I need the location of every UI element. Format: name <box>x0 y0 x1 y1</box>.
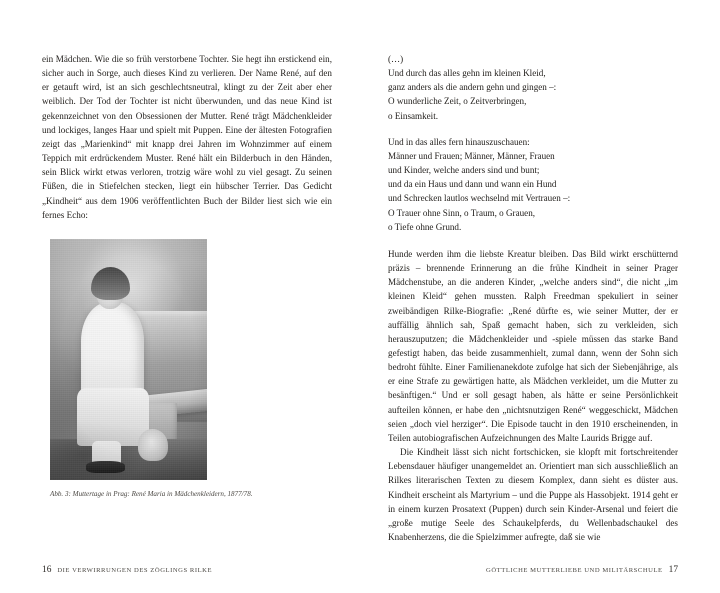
page-number-right: 17 <box>668 565 678 575</box>
poem-line: o Einsamkeit. <box>388 110 439 121</box>
poem-body-spacer <box>388 234 678 247</box>
poem-kindheit-excerpt <box>388 52 678 234</box>
poem-line: Und in das alles fern hinauszuschauen: <box>388 136 530 147</box>
photo-vignette <box>50 239 207 480</box>
right-page-body-text <box>388 247 678 544</box>
running-head-left: DIE VERWIRRUNGEN DES ZÖGLINGS RILKE <box>57 567 213 574</box>
poem-line: ganz anders als die andern gehn und gingen –: <box>388 82 557 93</box>
left-page-body-text <box>42 52 332 222</box>
photo-rene-maria-in-girls-clothes <box>50 239 207 480</box>
left-page-footer <box>42 565 212 575</box>
running-head-right: GÖTTLICHE MUTTERLIEBE UND MILITÄRSCHULE <box>486 567 663 574</box>
poem-line: und da ein Haus und dann und wann ein Hund <box>388 179 557 190</box>
poem-stanza <box>388 135 678 234</box>
poem-line: O Trauer ohne Sinn, o Traum, o Grauen, <box>388 207 536 218</box>
page-number-left: 16 <box>42 565 52 575</box>
paragraph: ein Mädchen. Wie die so früh verstorbene Tochter. Sie hegt ihn erstickend ein, sicher auch in Sorge, auch dieses Kind zu verlieren. Der Name René, auf den er getauft wird, ist an sich geschlechtsneutral, klingt zu der Zeit aber eher weiblich. Der Tod der Tochter ist nicht überwunden, und das neue Kind ist gekennzeichnet von den Obsessionen der Mutter. René trägt Mädchenkleider und lockiges, langes Haar und spielt mit Puppen. Eine der ältesten Fotografien zeigt das „Marienkind“ mit knapp drei Jahren im Wohnzimmer auf einem Teppich mit erdrückendem Muster. René hält ein Bilderbuch in den Händen, sein Blick wirkt etwas verloren, trotzig wäre wohl zu viel gesagt. Zu seinen Füßen, die in Stiefelchen stecken, liegt ein hübscher Terrier. Das Gedicht „Kindheit“ aus dem 1906 veröffentlichten Buch der Bilder liest sich wie ein fernes Echo: <box>42 54 332 220</box>
poem-line: und Kinder, welche anders sind und bunt; <box>388 165 540 176</box>
right-page-footer <box>486 565 678 575</box>
poem-line: (…) <box>388 54 404 64</box>
poem-line: O wunderliche Zeit, o Zeitverbringen, <box>388 96 527 107</box>
poem-line: Männer und Frauen; Männer, Männer, Frauen <box>388 150 555 161</box>
poem-line: o Tiefe ohne Grund. <box>388 221 462 232</box>
paragraph: Die Kindheit lässt sich nicht fortschicken, sie klopft mit fortschreitender Lebensdauer häufiger unangemeldet an. Orientiert man sich ausschließlich an Rilkes literarischen Texten zu diesem Komplex, dann sieht es düster aus. Kindheit erscheint als Martyrium – und die Puppe als Hassobjekt. 1914 geht er in einem kurzen Prosatext (Puppen) durch sein Kinder-Arsenal und feiert die „große mutige Seele des Schaukelpferds, du Wellenbadschaukel des Knabenherzens, die die Spielzimmer aufregte, daß sie wie <box>388 447 678 542</box>
poem-line: und Schrecken lautlos wechselnd mit Vertrauen –: <box>388 193 571 204</box>
poem-stanza <box>388 52 678 123</box>
right-page <box>360 0 720 593</box>
figure-abb-3 <box>50 239 253 499</box>
figure-caption: Abb. 3: Muttertage in Prag: René Maria in Mädchenkleidern, 1877/78. <box>50 489 253 498</box>
paragraph: Hunde werden ihm die liebste Kreatur bleiben. Das Bild wirkt erschütternd präzis – brennende Erinnerung an die frühe Kindheit in seiner Prager Mädchenstube, an die anderen Kinder, „welche anders sind“, die nicht „im kleinen Kleid“ gehen mussten. Ralph Freedman spekuliert in seiner zweibändigen Rilke-Biografie: „René dürfte es, wie seiner Mutter, der er auffällig ähnlich sah, Spaß gemacht haben, sich zu verkleiden, sich herauszuputzen; die Mädchenkleider und -spiele müssen das starke Band gefestigt haben, das beide zusammenhielt, zumal dann, wenn der Sohn sich bedroht fühlte. Einer Familienanekdote zufolge hat sich der Siebenjährige, als er eine Strafe zu gewärtigen hatte, als Mädchen verkleidet, um die Mutter zu besänftigen.“ Und er soll gesagt haben, als hätte er seine Persönlichkeit aufteilen können, er habe den „nichtsnutzigen René“ weggeschickt, Mädchen seien „doch viel herziger“. Die Episode taucht in den 1910 erscheinenden, in Teilen autobiografischen Aufzeichnungen des Malte Laurids Brigge auf. <box>388 248 678 443</box>
poem-line: Und durch das alles gehn im kleinen Kleid, <box>388 68 546 79</box>
